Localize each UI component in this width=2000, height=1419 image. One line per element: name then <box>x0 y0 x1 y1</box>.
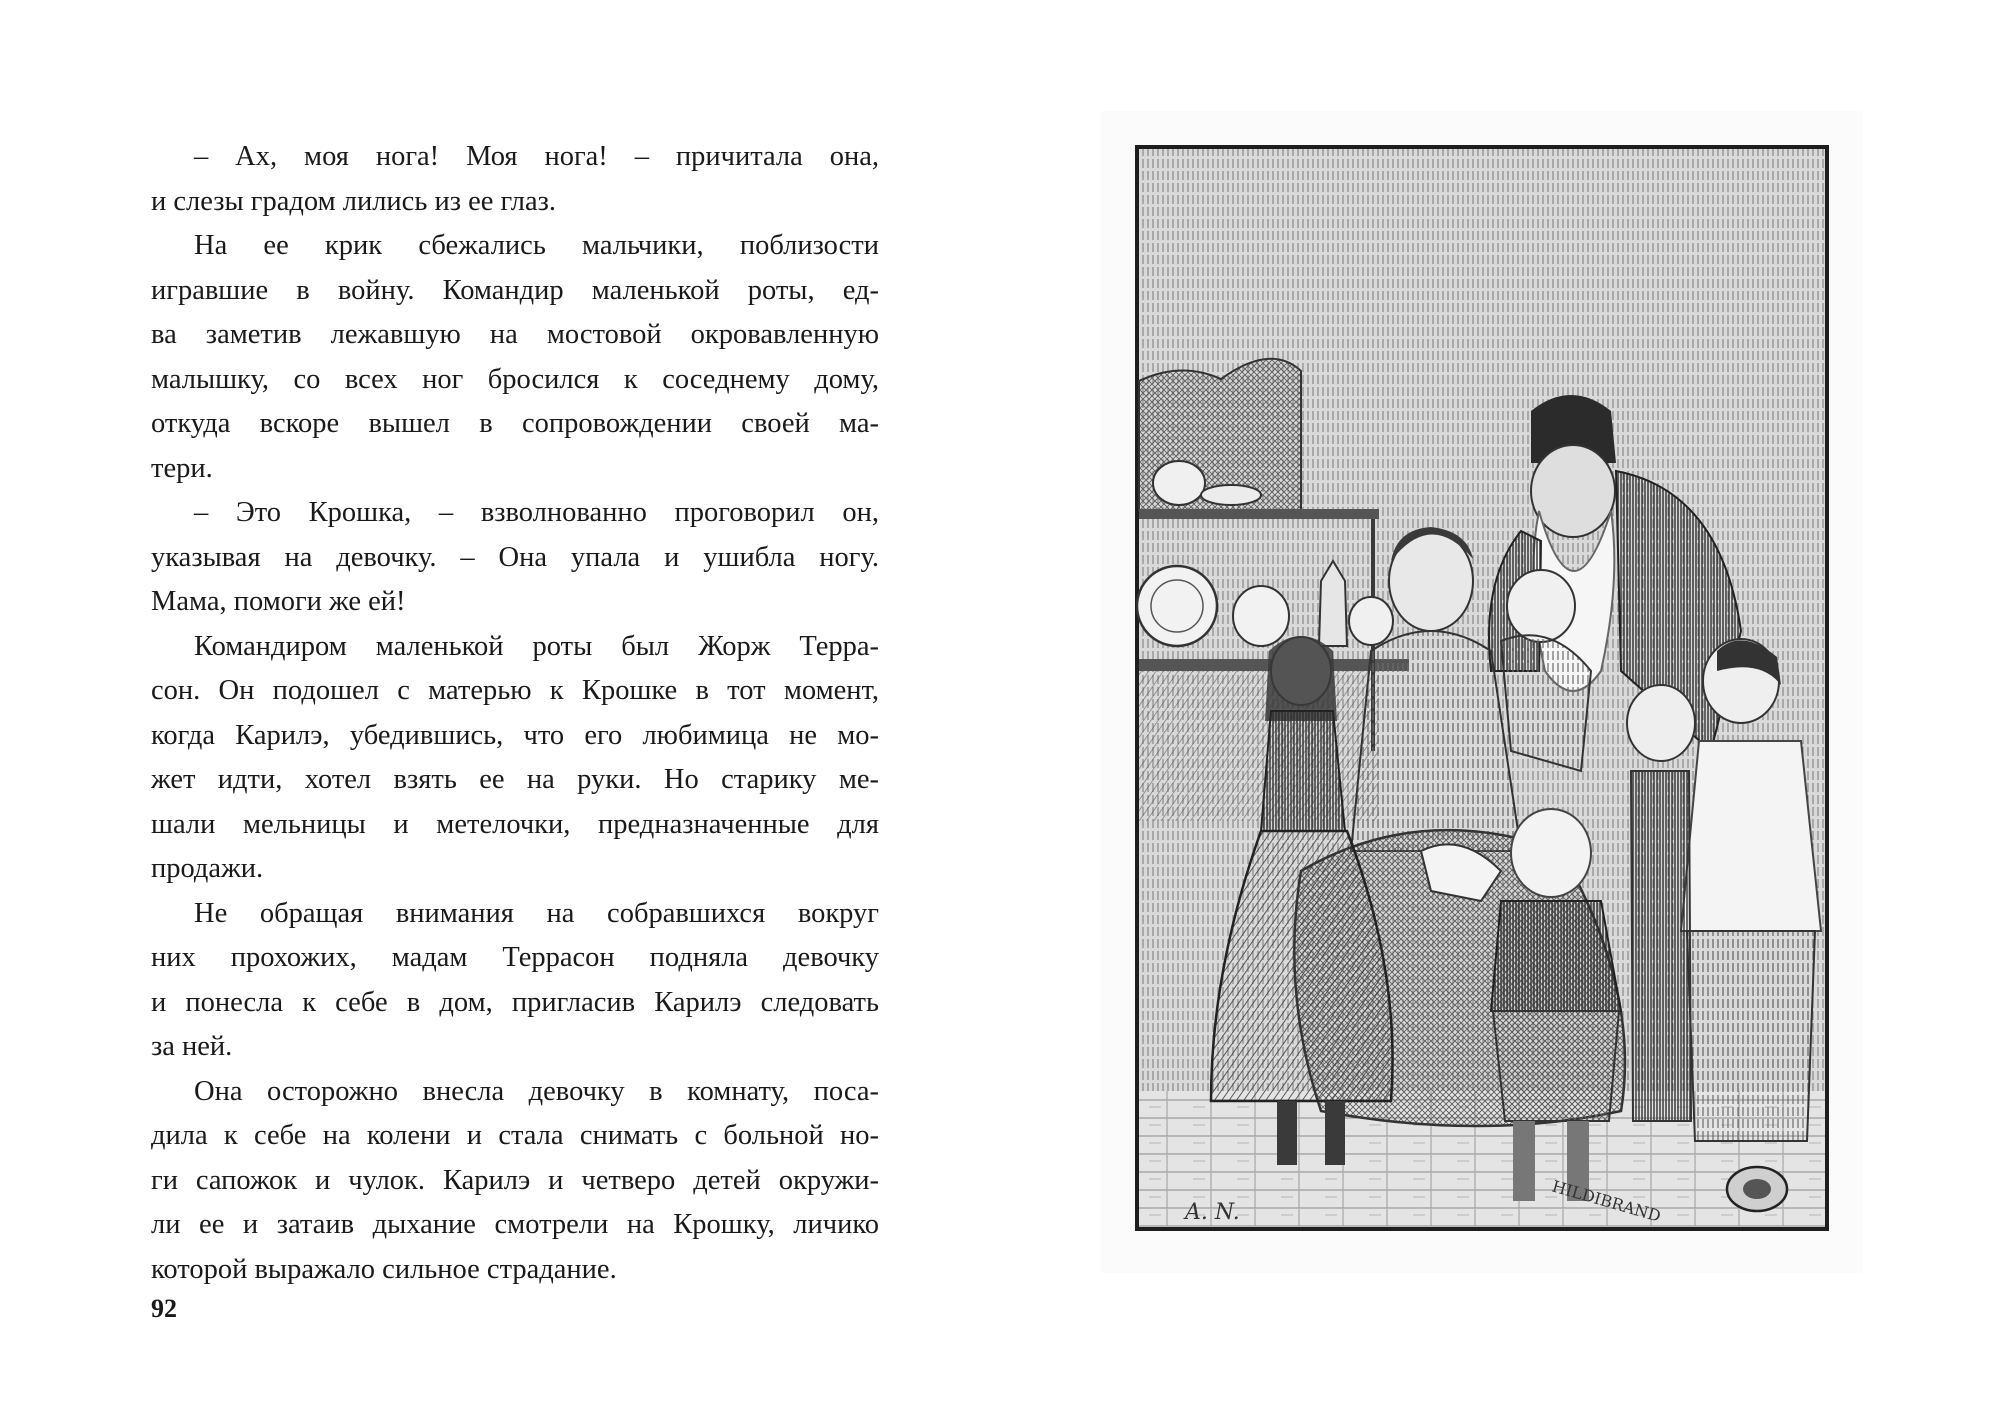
text-line: откуда вскоре вышел в сопровождении своей ма- <box>151 408 879 439</box>
text-line: ги сапожок и чулок. Карилэ и четверо детей окружи- <box>151 1164 879 1196</box>
paragraph-2 <box>151 224 879 491</box>
text-line: – Ах, моя нога! Моя нога! – причитала она, <box>194 141 879 172</box>
text-line: Мама, помоги же ей! <box>151 586 406 617</box>
paragraph-5 <box>151 892 879 1070</box>
text-line: тери. <box>151 452 213 484</box>
text-line: указывая на девочку. – Она упала и ушибла ногу. <box>151 541 879 573</box>
page-number: 92 <box>151 1294 177 1323</box>
text-line: – Это Крошка, – взволнованно проговорил он, <box>194 497 879 528</box>
paragraph-4 <box>151 625 879 892</box>
illustration-signature-left: A. N. <box>1185 1200 1240 1225</box>
paragraph-1 <box>151 135 879 224</box>
text-line: Не обращая внимания на собравшихся вокруг <box>194 897 879 929</box>
text-line: ли ее и затаив дыхание смотрели на Крошку, личико <box>151 1209 879 1240</box>
text-line: жет идти, хотел взять ее на руки. Но старику ме- <box>151 764 879 795</box>
text-line: которой выражало сильное страдание. <box>151 1253 617 1285</box>
text-line: за ней. <box>151 1031 233 1062</box>
text-line: На ее крик сбежались мальчики, поблизости <box>194 230 879 261</box>
text-line: когда Карилэ, убедившись, что его любимица не мо- <box>151 719 879 751</box>
text-line: ва заметив лежавшую на мостовой окровавленную <box>151 319 879 350</box>
illustration-signature-right: HILDIBRAND <box>1549 1176 1664 1226</box>
text-line: малышку, со всех ног бросился к соседнему дому, <box>151 363 879 395</box>
text-line: продажи. <box>151 853 264 884</box>
text-line: дила к себе на колени и стала снимать с больной но- <box>151 1120 879 1151</box>
paragraph-3 <box>151 491 879 625</box>
text-line: и слезы градом лились из ее глаз. <box>151 185 557 217</box>
left-page-text <box>151 135 879 1292</box>
text-line: сон. Он подошел с матерью к Крошке в тот момент, <box>151 675 879 706</box>
engraving-illustration <box>1101 111 1862 1273</box>
text-line: Она осторожно внесла девочку в комнату, поса- <box>194 1075 879 1107</box>
paragraph-6 <box>151 1070 879 1293</box>
text-line: и понесла к себе в дом, пригласив Карилэ следовать <box>151 986 879 1018</box>
text-line: Командиром маленькой роты был Жорж Терра- <box>194 630 879 662</box>
text-line: игравшие в войну. Командир маленькой роты, ед- <box>151 274 879 306</box>
engraving-drawing <box>1101 111 1862 1273</box>
text-line: шали мельницы и метелочки, предназначенные для <box>151 808 879 840</box>
overturned-drum <box>1727 1167 1787 1211</box>
text-line: них прохожих, мадам Террасон подняла девочку <box>151 942 879 973</box>
